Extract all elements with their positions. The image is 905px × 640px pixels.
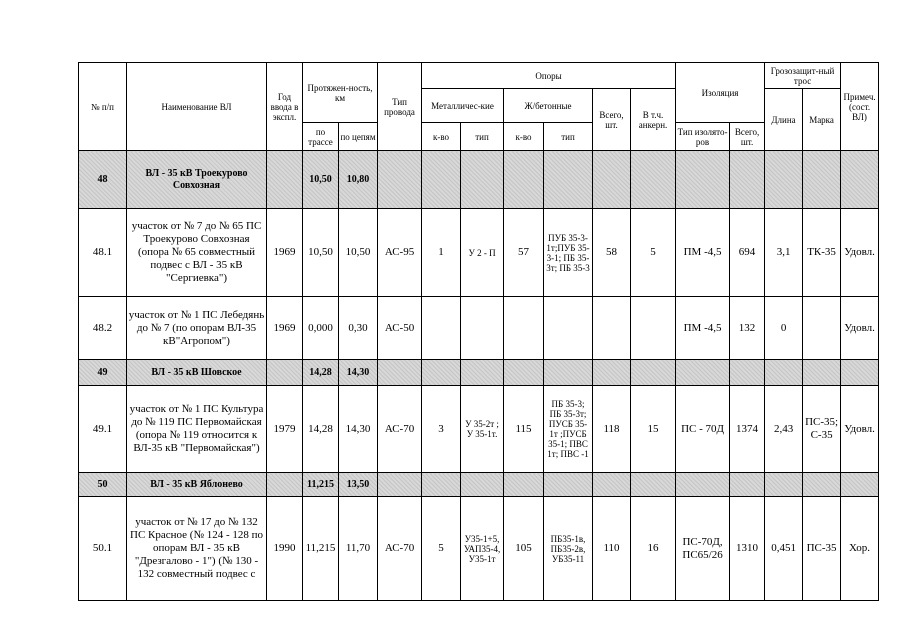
cell-wire: АС-95 [378, 209, 422, 297]
header-gw-length: Длина [765, 89, 803, 151]
cell-concrete-count [504, 473, 544, 497]
header-note: Примеч. (сост. ВЛ) [841, 63, 879, 151]
cell-concrete-count: 57 [504, 209, 544, 297]
table-row [79, 209, 879, 297]
cell-concrete-type [544, 151, 593, 209]
cell-length-trace: 0,000 [303, 297, 339, 360]
cell-gw-brand: ПС-35; С-35 [803, 386, 841, 473]
cell-ins-type: ПС-70Д, ПС65/26 [676, 497, 730, 601]
table-row [79, 386, 879, 473]
cell-length-chain: 10,80 [339, 151, 378, 209]
cell-length-chain: 14,30 [339, 386, 378, 473]
cell-ins-total [730, 151, 765, 209]
cell-length-trace: 10,50 [303, 151, 339, 209]
cell-concrete-type [544, 473, 593, 497]
cell-ins-type [676, 473, 730, 497]
cell-ins-type [676, 360, 730, 386]
cell-metal-type [461, 360, 504, 386]
cell-wire: АС-50 [378, 297, 422, 360]
cell-length-trace: 14,28 [303, 360, 339, 386]
cell-gw-brand: ПС-35 [803, 497, 841, 601]
cell-note: Удовл. [841, 209, 879, 297]
table-row [79, 151, 879, 209]
cell-length-chain: 0,30 [339, 297, 378, 360]
cell-year [267, 360, 303, 386]
cell-gw-brand: ТК-35 [803, 209, 841, 297]
cell-anchor: 5 [631, 209, 676, 297]
cell-concrete-type [544, 360, 593, 386]
cell-note: Хор. [841, 497, 879, 601]
cell-gw-length: 0,451 [765, 497, 803, 601]
cell-wire: АС-70 [378, 497, 422, 601]
cell-total [593, 151, 631, 209]
table-body [79, 151, 879, 601]
vl-registry-table [78, 62, 879, 601]
cell-metal-type [461, 151, 504, 209]
cell-metal-count [422, 151, 461, 209]
cell-metal-count [422, 297, 461, 360]
cell-ins-total: 1310 [730, 497, 765, 601]
cell-ins-type [676, 151, 730, 209]
cell-year: 1990 [267, 497, 303, 601]
header-length: Протяжен-ность, км [303, 63, 378, 123]
header-gw-brand: Марка [803, 89, 841, 151]
cell-metal-count [422, 360, 461, 386]
cell-length-chain: 14,30 [339, 360, 378, 386]
cell-metal-type: У 35-2т ; У 35-1т. [461, 386, 504, 473]
cell-name: ВЛ - 35 кВ Шовское [127, 360, 267, 386]
cell-total: 110 [593, 497, 631, 601]
cell-gw-length [765, 360, 803, 386]
cell-concrete-type: ПУБ 35-3-1т;ПУБ 35-3-1; ПБ 35-3т; ПБ 35-3 [544, 209, 593, 297]
cell-anchor [631, 297, 676, 360]
cell-gw-length: 3,1 [765, 209, 803, 297]
cell-metal-type [461, 297, 504, 360]
cell-num: 49.1 [79, 386, 127, 473]
header-year: Год ввода в экспл. [267, 63, 303, 151]
cell-name: участок от № 7 до № 65 ПС Троекурово Совхозная (опора № 65 совместный подвес с ВЛ - 35 кВ "Сергиевка") [127, 209, 267, 297]
cell-name: участок от № 1 ПС Лебедянь до № 7 (по опорам ВЛ-35 кВ"Агропом") [127, 297, 267, 360]
cell-concrete-type: ПБ35-1в, ПБ35-2в, УБ35-11 [544, 497, 593, 601]
header-ins-total: Всего, шт. [730, 123, 765, 151]
header-insulation: Изоляция [676, 63, 765, 123]
cell-gw-brand [803, 297, 841, 360]
cell-year: 1969 [267, 209, 303, 297]
cell-concrete-count [504, 297, 544, 360]
header-metal: Металличес-кие [422, 89, 504, 123]
cell-concrete-count: 115 [504, 386, 544, 473]
header-anchor: В т.ч. анкерн. [631, 89, 676, 151]
cell-gw-brand [803, 151, 841, 209]
cell-num: 49 [79, 360, 127, 386]
table-row [79, 473, 879, 497]
cell-name: участок от № 17 до № 132 ПС Красное (№ 124 - 128 по опорам ВЛ - 35 кВ "Дрезгалово - 1") (№ 130 - 132 совместный подвес с [127, 497, 267, 601]
cell-metal-count [422, 473, 461, 497]
cell-gw-brand [803, 473, 841, 497]
cell-anchor [631, 473, 676, 497]
cell-gw-brand [803, 360, 841, 386]
cell-metal-count: 1 [422, 209, 461, 297]
cell-num: 48 [79, 151, 127, 209]
cell-wire [378, 151, 422, 209]
cell-gw-length: 0 [765, 297, 803, 360]
cell-total [593, 360, 631, 386]
cell-ins-total: 1374 [730, 386, 765, 473]
cell-num: 48.1 [79, 209, 127, 297]
cell-ins-total: 132 [730, 297, 765, 360]
cell-length-chain: 10,50 [339, 209, 378, 297]
cell-ins-type: ПМ -4,5 [676, 209, 730, 297]
cell-name: участок от № 1 ПС Культура до № 119 ПС Первомайская (опора № 119 относится к ВЛ-35 кВ "Первомайская") [127, 386, 267, 473]
cell-length-trace: 11,215 [303, 497, 339, 601]
cell-name: ВЛ - 35 кВ Яблонево [127, 473, 267, 497]
table-row [79, 497, 879, 601]
cell-note: Удовл. [841, 297, 879, 360]
header-concrete-type: тип [544, 123, 593, 151]
cell-anchor: 16 [631, 497, 676, 601]
cell-num: 50 [79, 473, 127, 497]
cell-length-trace: 14,28 [303, 386, 339, 473]
cell-total: 58 [593, 209, 631, 297]
table-row [79, 360, 879, 386]
cell-gw-length [765, 151, 803, 209]
cell-concrete-type [544, 297, 593, 360]
cell-anchor [631, 151, 676, 209]
cell-year: 1969 [267, 297, 303, 360]
cell-anchor [631, 360, 676, 386]
cell-year [267, 473, 303, 497]
cell-concrete-count [504, 360, 544, 386]
cell-note [841, 473, 879, 497]
cell-wire [378, 473, 422, 497]
header-ground-wire: Грозозащит-ный трос [765, 63, 841, 89]
header-concrete: Ж/бетонные [504, 89, 593, 123]
cell-anchor: 15 [631, 386, 676, 473]
cell-length-trace: 11,215 [303, 473, 339, 497]
header-length-chain: по цепям [339, 123, 378, 151]
header-total: Всего, шт. [593, 89, 631, 151]
header-length-trace: по трассе [303, 123, 339, 151]
cell-wire [378, 360, 422, 386]
cell-ins-type: ПМ -4,5 [676, 297, 730, 360]
cell-note: Удовл. [841, 386, 879, 473]
cell-year: 1979 [267, 386, 303, 473]
cell-metal-count: 5 [422, 497, 461, 601]
cell-ins-total [730, 473, 765, 497]
cell-length-trace: 10,50 [303, 209, 339, 297]
cell-note [841, 151, 879, 209]
header-metal-count: к-во [422, 123, 461, 151]
cell-gw-length [765, 473, 803, 497]
cell-concrete-type: ПБ 35-3; ПБ 35-3т; ПУСБ 35-1т ;ПУСБ 35-1; ПВС 1т; ПВС -1 [544, 386, 593, 473]
cell-year [267, 151, 303, 209]
cell-metal-type [461, 473, 504, 497]
table-row [79, 297, 879, 360]
cell-concrete-count [504, 151, 544, 209]
cell-metal-count: 3 [422, 386, 461, 473]
table-header [79, 63, 879, 151]
header-num: № п/п [79, 63, 127, 151]
cell-num: 48.2 [79, 297, 127, 360]
cell-name: ВЛ - 35 кВ Троекурово Совхозная [127, 151, 267, 209]
cell-length-chain: 11,70 [339, 497, 378, 601]
cell-concrete-count: 105 [504, 497, 544, 601]
cell-length-chain: 13,50 [339, 473, 378, 497]
header-wire: Тип провода [378, 63, 422, 151]
cell-note [841, 360, 879, 386]
cell-metal-type: У35-1+5, УАП35-4, У35-1т [461, 497, 504, 601]
cell-total [593, 473, 631, 497]
header-concrete-count: к-во [504, 123, 544, 151]
cell-num: 50.1 [79, 497, 127, 601]
cell-ins-type: ПС - 70Д [676, 386, 730, 473]
cell-total: 118 [593, 386, 631, 473]
header-ins-type: Тип изолято-ров [676, 123, 730, 151]
header-name: Наименование ВЛ [127, 63, 267, 151]
cell-ins-total [730, 360, 765, 386]
cell-ins-total: 694 [730, 209, 765, 297]
cell-wire: АС-70 [378, 386, 422, 473]
cell-gw-length: 2,43 [765, 386, 803, 473]
header-supports: Опоры [422, 63, 676, 89]
header-metal-type: тип [461, 123, 504, 151]
cell-total [593, 297, 631, 360]
cell-metal-type: У 2 - П [461, 209, 504, 297]
